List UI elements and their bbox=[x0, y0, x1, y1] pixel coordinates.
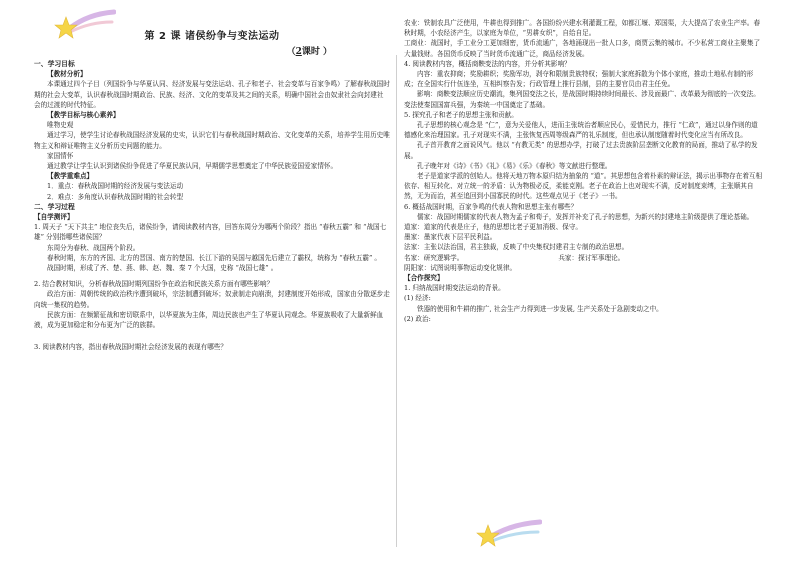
answer: 孔子晚年对《诗》《书》《礼》《易》《乐》《春秋》等文献进行整理。 bbox=[417, 161, 612, 170]
question: 1. 周天子 “天下共主” 地位丧失后，诸侯纷争，请阅读教材内容，回答东周分为哪两个阶段？指出 “春秋五霸” 和 “战国七雄” 分别指哪些诸侯国？ bbox=[34, 223, 387, 242]
right-column bbox=[404, 18, 764, 324]
answer: 老子是道家学派的创始人。他将天地万物本原归结为抽象的 “道”。其思想包含着朴素的辩证法，揭示出事物存在着互相依存、相互转化、对立统一的矛盾：认为物极必反，柔能克刚。老子在政治上也对现实不满，反对制度束缚，主张顺其自然，无为而治，甚至追回到小国寡民的时代。这些观点见于《老子》一书。 bbox=[404, 172, 763, 201]
column-divider bbox=[396, 55, 397, 547]
sub-question: (2) 政治: bbox=[404, 314, 431, 323]
subsection-heading: 【合作探究】 bbox=[404, 274, 444, 283]
section-heading: 一、学习目标 bbox=[34, 60, 75, 68]
answer: 影响：商鞅变法顺应历史潮流，集列国变法之长，是战国时期持续时间最长、涉及面最广、改革最为彻底的一次变法。变法使秦国国富兵强，为秦统一中国奠定了基础。 bbox=[404, 90, 760, 109]
sub-question: (1) 经济: bbox=[404, 294, 431, 303]
answer: 法家：主张以法治国，君主独裁，反映了中央集权封建君主专制的政治思想。 bbox=[404, 243, 629, 252]
answer: 墨家：墨家代表下层平民利益。 bbox=[404, 233, 497, 242]
answer: 孔子思想的核心观念是 “仁”，意为关爱他人，进而主张统治者顺应民心，爱惜民力，推行 “仁政”，通过以身作则的道德感化来治理国家。孔子对现实不满，主张恢复西周等级森严的礼乐制度，但也承认制度随着时代变化应当有所改良。 bbox=[404, 121, 758, 140]
question: 4. 阅读教材内容，概括商鞅变法的内容，并分析其影响？ bbox=[404, 59, 571, 68]
question: 6. 概括战国时期，百家争鸣的代表人物和思想主张有哪些？ bbox=[404, 202, 578, 211]
answer: 战国时期，形成了齐、楚、燕、韩、赵、魏、秦 7 个大国，史称 “战国七雄” 。 bbox=[47, 264, 278, 273]
paragraph: 本课通过四个子目（列国纷争与华夏认同、经济发展与变法运动、孔子和老子、社会变革与百家争鸣）了解春秋战国时期的社会大变革，认识春秋战国时期政治、民族、经济、文化的变革及其之间的关系，明确中国社会由奴隶社会向封建社会的过渡的时代特征。 bbox=[34, 80, 390, 109]
answer: 农业：铁制农具广泛使用，牛耕也得到推广。各国纷纷兴建水利灌溉工程，如都江堰、郑国渠，大大提高了农业生产率。春秋时期，小农经济产生，以家庭为单位，“男耕女织”，自给自足。 bbox=[404, 19, 761, 38]
answer: 名家：研究逻辑学。 兵家：探讨军事理论。 bbox=[404, 253, 625, 262]
question: 2. 结合教材知识，分析春秋战国时期列国纷争在政治和民族关系方面有哪些影响？ bbox=[34, 280, 274, 289]
paragraph: 1．重点：春秋战国时期的经济发展与变法运动 bbox=[47, 182, 184, 191]
subsection-heading: 【自学测评】 bbox=[34, 213, 74, 222]
paragraph: 通过学习，使学生讨论春秋战国经济发展的史实，认识它们与春秋战国时期政治、文化变革的关系，培养学生用历史唯物主义和辩证唯物主义分析历史问题的能力。 bbox=[34, 131, 390, 150]
answer: 民族方面：在频繁征战和密切联系中，以华夏族为主体，周边民族也产生了华夏认同观念。华夏族吸收了大量新鲜血液，成为更加稳定和分布更为广泛的族群。 bbox=[34, 310, 384, 330]
subsection-heading: 【教材分析】 bbox=[47, 70, 87, 79]
subsection-heading: 【教学目标与核心素养】 bbox=[47, 111, 120, 120]
answer: 春秋时期，东方的齐国、北方的晋国、南方的楚国、长江下游的吴国与越国先后建立了霸权，统称为 “春秋五霸” 。 bbox=[47, 253, 382, 262]
paragraph: 2．难点：多角度认识春秋战国时期的社会转型 bbox=[47, 192, 184, 201]
section-heading: 二、学习过程 bbox=[34, 202, 75, 211]
shooting-star-icon bbox=[476, 516, 542, 552]
answer: 工商业：战国时，手工业分工更加细密，货币流通广，各地涌现出一批人口多，商贾云集的城市。不少私营工商业主聚集了大量钱财。各国货币反映了当时货币流通广泛，商品经济发展。 bbox=[404, 39, 761, 58]
paragraph: 唯物史观 bbox=[47, 121, 74, 130]
answer: 阴阳家：试图说明事物运动变化规律。 bbox=[404, 263, 517, 272]
answer: 孔子首开教育之面说风气。他以 “有教无类” 的思想办学，打破了过去贵族阶层垄断文化教育的局面，推动了私学的发展。 bbox=[404, 141, 758, 160]
left-column bbox=[34, 18, 390, 352]
paragraph: 通过教学让学生认识到诸侯纷争促进了华夏民族认同，早期儒学思想奠定了中华民族爱国爱家情怀。 bbox=[47, 162, 338, 171]
answer: 政治方面：周朝传统的政治秩序遭到破坏，宗法制遭到破坏；奴隶制走向崩溃，封建制度开始形成，国家由分散逐步走向统一集权的趋势。 bbox=[34, 290, 390, 309]
answer: 道家：道家的代表是庄子，他的思想比老子更加消极、保守。 bbox=[404, 223, 583, 232]
question: 5. 探究孔子和老子的思想主张和贡献。 bbox=[404, 110, 518, 119]
lesson-title: 第 2 课 诸侯纷争与变法运动 bbox=[144, 31, 280, 42]
question: 1. 归纳战国时期变法运动的背景。 bbox=[404, 284, 505, 293]
subsection-heading: 【教学重难点】 bbox=[47, 172, 94, 181]
answer: 儒家：战国时期儒家的代表人物为孟子和荀子，发挥并补充了孔子的思想，为新兴的封建地主阶级提供了理论基础。 bbox=[417, 212, 754, 221]
answer: 铁器的使用和牛耕的推广, 社会生产力得到进一步发展, 生产关系处于急剧变动之中。 bbox=[417, 304, 663, 313]
paragraph: 家国情怀 bbox=[47, 151, 74, 160]
answer: 内容：重农抑商；奖励耕织；奖励军功，剥夺和限制贵族特权；强制大家庭拆散为个体小家庭，推动土地私有制的形成；在全国实行什伍连坐，互相纠察告发；行政管理上推行县制，县的主要官员由君主任免。 bbox=[404, 70, 754, 89]
lesson-period: （2课时 ） bbox=[286, 47, 332, 57]
answer: 东周分为春秋、战国两个阶段。 bbox=[47, 243, 140, 252]
question: 3. 阅读教材内容，指出春秋战国时期社会经济发展的表现有哪些？ bbox=[34, 343, 228, 352]
